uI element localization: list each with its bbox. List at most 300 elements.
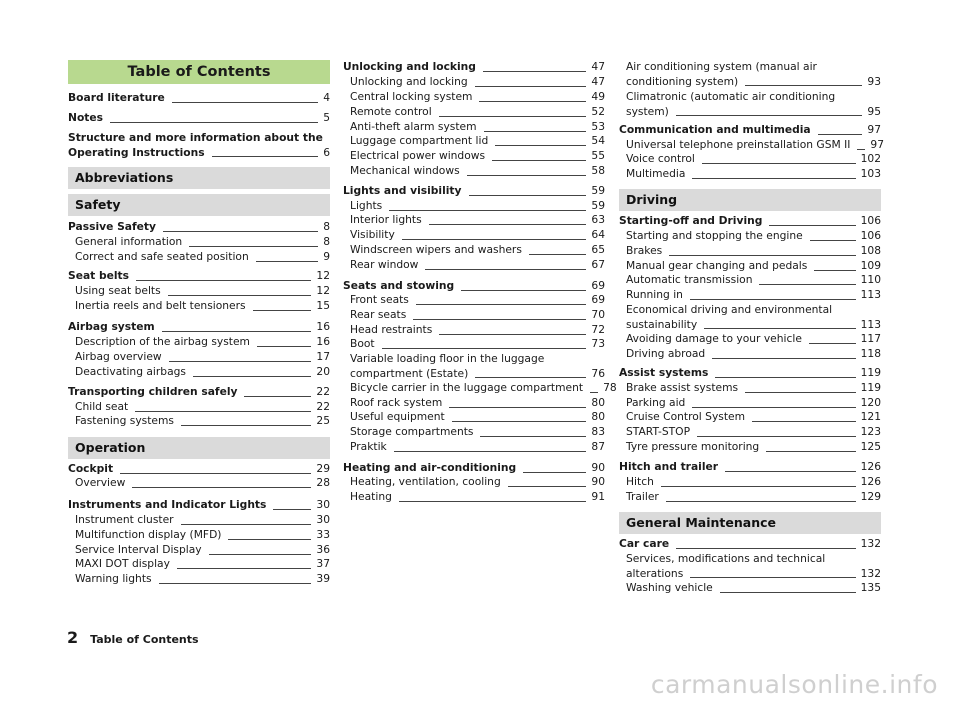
toc-entry-label: Inertia reels and belt tensioners: [75, 299, 246, 312]
toc-entry-label: system): [626, 104, 669, 118]
toc-page-number: 12: [316, 269, 330, 282]
toc-leader-line: [745, 85, 862, 86]
toc-page-number: 47: [591, 75, 605, 88]
toc-page-number: 65: [591, 243, 605, 256]
toc-page-number: 22: [316, 385, 330, 398]
toc-entry-label: Fastening systems: [75, 414, 174, 427]
toc-leader-line: [389, 210, 586, 211]
toc-subentry-washing-vehicle[interactable]: [619, 581, 881, 596]
toc-entry-communication-and-multimedia[interactable]: [619, 123, 881, 138]
toc-page-number: 87: [591, 440, 605, 453]
toc-page-number: 72: [591, 323, 605, 336]
toc-entry-label: compartment (Estate): [350, 366, 469, 380]
toc-subentry-tyre-pressure-monitoring[interactable]: [619, 440, 881, 455]
toc-leader-line: [818, 134, 863, 135]
toc-subentry-anti-theft-alarm-system[interactable]: [343, 120, 605, 135]
toc-entry-label: START-STOP: [626, 425, 691, 438]
toc-subentry-correct-and-safe-seated-position[interactable]: [68, 250, 330, 265]
toc-page-number: 119: [860, 366, 881, 379]
toc-entry-label: Front seats: [350, 293, 409, 306]
section-heading-operation: Operation: [68, 437, 330, 459]
toc-page-number: 29: [316, 462, 330, 475]
toc-leader-line: [244, 396, 311, 397]
toc-entry-label: Seats and stowing: [343, 279, 455, 292]
toc-page-number: 123: [860, 425, 881, 438]
toc-subentry-avoiding-damage-to-your-vehicle[interactable]: [619, 332, 881, 347]
toc-leader-line: [690, 577, 855, 578]
toc-leader-line: [168, 295, 312, 296]
toc-subentry-useful-equipment[interactable]: [343, 410, 605, 425]
toc-page-number: 30: [316, 498, 330, 511]
toc-subentry-driving-abroad[interactable]: [619, 347, 881, 362]
toc-leader-line: [416, 304, 587, 305]
toc-entry-label: Useful equipment: [350, 410, 445, 423]
toc-page-number: 54: [591, 134, 605, 147]
toc-subentry-brake-assist-systems[interactable]: [619, 381, 881, 396]
toc-page-number: 28: [316, 476, 330, 489]
toc-subentry-general-information[interactable]: [68, 235, 330, 250]
toc-subentry-using-seat-belts[interactable]: [68, 284, 330, 299]
toc-page-number: 113: [860, 317, 881, 331]
toc-page-number: 106: [860, 214, 881, 227]
toc-entry-label: Universal telephone preinstallation GSM II: [626, 138, 851, 151]
toc-leader-line: [704, 328, 855, 329]
footer-title: Table of Contents: [90, 633, 199, 646]
toc-entry-label: Visibility: [350, 228, 395, 241]
toc-page-number: 126: [860, 475, 881, 488]
toc-leader-line: [529, 254, 587, 255]
toc-page-number: 47: [591, 60, 605, 73]
toc-entry-label: Passive Safety: [68, 220, 156, 233]
toc-entry-instruments-and-indicator-lights[interactable]: [68, 498, 330, 513]
toc-page-number: 20: [316, 365, 330, 378]
toc-entry-label: Description of the airbag system: [75, 335, 250, 348]
toc-page-number: 113: [860, 288, 881, 301]
toc-page-number: 78: [603, 381, 617, 394]
toc-entry-label: Cruise Control System: [626, 410, 746, 423]
toc-entry-label: Heating: [350, 490, 392, 503]
toc-leader-line: [461, 290, 586, 291]
toc-entry-label: Structure and more information about the: [68, 131, 323, 144]
toc-subentry-running-in[interactable]: [619, 288, 881, 303]
toc-subentry-central-locking-system[interactable]: [343, 90, 605, 105]
toc-page-number: 110: [860, 273, 881, 286]
toc-entry-notes[interactable]: [68, 111, 330, 126]
toc-entry-label: Service Interval Display: [75, 543, 202, 556]
toc-page-number: 52: [591, 105, 605, 118]
toc-leader-line: [669, 255, 855, 256]
toc-entry-label: Economical driving and environmental: [626, 303, 833, 316]
toc-subentry-rear-window[interactable]: [343, 258, 605, 273]
toc-leader-line: [253, 310, 312, 311]
toc-leader-line: [690, 299, 856, 300]
toc-page-number: 8: [323, 220, 330, 233]
toc-subentry-service-interval-display[interactable]: [68, 543, 330, 558]
toc-leader-line: [666, 501, 856, 502]
toc-leader-line: [479, 101, 586, 102]
toc-entry-label: Avoiding damage to your vehicle: [626, 332, 802, 345]
toc-leader-line: [712, 358, 855, 359]
toc-leader-line: [439, 334, 586, 335]
toc-entry-label: Variable loading floor in the luggage: [350, 352, 545, 365]
toc-page-number: 55: [591, 149, 605, 162]
toc-entry-label: Electrical power windows: [350, 149, 486, 162]
toc-entry-label: Instruments and Indicator Lights: [68, 498, 267, 511]
toc-subentry-overview[interactable]: [68, 476, 330, 491]
toc-subentry-air-conditioning-system-manual-air-conditioning-system[interactable]: [619, 60, 881, 89]
toc-entry-label: Unlocking and locking: [350, 75, 468, 88]
toc-page-number: 119: [860, 381, 881, 394]
toc-subentry-child-seat[interactable]: [68, 400, 330, 415]
toc-page-number: 76: [591, 366, 605, 380]
toc-entry-label: Transporting children safely: [68, 385, 238, 398]
toc-page-number: 117: [860, 332, 881, 345]
toc-leader-line: [697, 436, 856, 437]
toc-subentry-instrument-cluster[interactable]: [68, 513, 330, 528]
toc-subentry-hitch[interactable]: [619, 475, 881, 490]
toc-subentry-description-of-the-airbag-system[interactable]: [68, 335, 330, 350]
toc-leader-line: [449, 407, 586, 408]
toc-entry-label: Brake assist systems: [626, 381, 739, 394]
toc-subentry-warning-lights[interactable]: [68, 572, 330, 587]
toc-page-number: 83: [591, 425, 605, 438]
toc-leader-line: [661, 486, 856, 487]
toc-subentry-manual-gear-changing-and-pedals[interactable]: [619, 259, 881, 274]
toc-page-number: 37: [316, 557, 330, 570]
toc-leader-line: [483, 71, 586, 72]
toc-entry-label: Manual gear changing and pedals: [626, 259, 808, 272]
section-heading-table-of-contents: Table of Contents: [68, 60, 330, 84]
toc-leader-line: [394, 451, 587, 452]
toc-page-number: 132: [860, 566, 881, 580]
toc-entry-label: Voice control: [626, 152, 695, 165]
toc-page-number: 73: [591, 337, 605, 350]
toc-leader-line: [720, 592, 856, 593]
toc-subentry-interior-lights[interactable]: [343, 213, 605, 228]
toc-subentry-visibility[interactable]: [343, 228, 605, 243]
section-heading-abbreviations: Abbreviations: [68, 167, 330, 189]
toc-leader-line: [193, 376, 311, 377]
toc-leader-line: [492, 160, 586, 161]
toc-page-number: 93: [867, 74, 881, 88]
toc-leader-line: [209, 554, 312, 555]
toc-entry-structure-and-more-information-about-the-operating-instructions[interactable]: [68, 131, 330, 160]
toc-entry-passive-safety[interactable]: [68, 220, 330, 235]
toc-page-number: 33: [316, 528, 330, 541]
toc-entry-label: conditioning system): [626, 74, 739, 88]
toc-entry-cockpit[interactable]: [68, 462, 330, 477]
toc-page-number: 16: [316, 320, 330, 333]
toc-page-number: 120: [860, 396, 881, 409]
toc-entry-label: Interior lights: [350, 213, 422, 226]
toc-entry-label: Operating Instructions: [68, 145, 205, 159]
toc-leader-line: [189, 246, 318, 247]
toc-page-number: 91: [591, 490, 605, 503]
toc-subentry-storage-compartments[interactable]: [343, 425, 605, 440]
toc-leader-line: [814, 270, 855, 271]
toc-page-number: 4: [323, 91, 330, 104]
toc-subentry-multifunction-display-mfd[interactable]: [68, 528, 330, 543]
toc-entry-label: Communication and multimedia: [619, 123, 811, 136]
toc-leader-line: [273, 509, 311, 510]
toc-leader-line: [769, 225, 855, 226]
toc-entry-label: Board literature: [68, 91, 165, 104]
toc-leader-line: [177, 568, 311, 569]
toc-entry-label: Lights: [350, 199, 383, 212]
toc-subentry-brakes[interactable]: [619, 244, 881, 259]
toc-entry-label: Starting and stopping the engine: [626, 229, 803, 242]
toc-leader-line: [256, 261, 318, 262]
toc-page-number: 36: [316, 543, 330, 556]
toc-page-number: 97: [870, 138, 885, 151]
toc-entry-seats-and-stowing[interactable]: [343, 279, 605, 294]
toc-leader-line: [725, 471, 856, 472]
toc-entry-hitch-and-trailer[interactable]: [619, 460, 881, 475]
toc-entry-car-care[interactable]: [619, 537, 881, 552]
toc-subentry-front-seats[interactable]: [343, 293, 605, 308]
toc-subentry-roof-rack-system[interactable]: [343, 396, 605, 411]
toc-page-number: 8: [323, 235, 330, 248]
toc-subentry-bicycle-carrier-in-the-luggage-compartment[interactable]: [343, 381, 617, 396]
toc-entry-label: Brakes: [626, 244, 663, 257]
toc-page-number: 132: [860, 537, 881, 550]
toc-leader-line: [429, 224, 587, 225]
toc-page-number: 102: [860, 152, 881, 165]
toc-leader-line: [590, 392, 598, 393]
toc-page-number: 90: [591, 475, 605, 488]
toc-entry-label: Child seat: [75, 400, 129, 413]
toc-page-number: 64: [591, 228, 605, 241]
toc-page-number: 80: [591, 396, 605, 409]
toc-entry-label: Multifunction display (MFD): [75, 528, 222, 541]
toc-leader-line: [702, 163, 856, 164]
toc-leader-line: [676, 115, 863, 116]
toc-entry-label: Airbag overview: [75, 350, 162, 363]
toc-leader-line: [745, 392, 856, 393]
toc-subentry-variable-loading-floor-in-the-luggage-compartment-estate[interactable]: [343, 352, 605, 381]
toc-subentry-economical-driving-and-environmental-sustainability[interactable]: [619, 303, 881, 332]
toc-leader-line: [475, 377, 586, 378]
toc-subentry-start-stop[interactable]: [619, 425, 881, 440]
toc-entry-label: MAXI DOT display: [75, 557, 170, 570]
toc-entry-label: Notes: [68, 111, 104, 124]
toc-subentry-services-modifications-and-technical-alterations[interactable]: [619, 552, 881, 581]
toc-page-number: 16: [316, 335, 330, 348]
toc-entry-airbag-system[interactable]: [68, 320, 330, 335]
toc-page-number: 126: [860, 460, 881, 473]
toc-subentry-mechanical-windows[interactable]: [343, 164, 605, 179]
toc-page-number: 22: [316, 400, 330, 413]
toc-leader-line: [469, 195, 587, 196]
toc-entry-label: Washing vehicle: [626, 581, 713, 594]
toc-page-number: 49: [591, 90, 605, 103]
toc-page-number: 103: [860, 167, 881, 180]
toc-subentry-remote-control[interactable]: [343, 105, 605, 120]
toc-page-number: 135: [860, 581, 881, 594]
toc-subentry-parking-aid[interactable]: [619, 396, 881, 411]
toc-entry-label: Luggage compartment lid: [350, 134, 489, 147]
toc-subentry-climatronic-automatic-air-conditioning-system[interactable]: [619, 90, 881, 119]
section-heading-general-maintenance: General Maintenance: [619, 512, 881, 534]
toc-entry-label: Driving abroad: [626, 347, 706, 360]
toc-page-number: 63: [591, 213, 605, 226]
toc-page-number: 59: [591, 184, 605, 197]
toc-entry-label: Car care: [619, 537, 670, 550]
toc-leader-line: [402, 239, 587, 240]
toc-subentry-voice-control[interactable]: [619, 152, 881, 167]
toc-leader-line: [159, 583, 312, 584]
toc-subentry-trailer[interactable]: [619, 490, 881, 505]
toc-leader-line: [752, 421, 856, 422]
toc-page-number: 12: [316, 284, 330, 297]
toc-page-number: 118: [860, 347, 881, 360]
toc-entry-label: Tyre pressure monitoring: [626, 440, 760, 453]
toc-leader-line: [759, 284, 855, 285]
toc-leader-line: [181, 425, 311, 426]
toc-leader-line: [382, 348, 587, 349]
toc-subentry-unlocking-and-locking[interactable]: [343, 75, 605, 90]
toc-entry-starting-off-and-driving[interactable]: [619, 214, 881, 229]
toc-entry-label: Bicycle carrier in the luggage compartment: [350, 381, 584, 394]
toc-page-number: 109: [860, 259, 881, 272]
toc-page-number: 30: [316, 513, 330, 526]
toc-subentry-starting-and-stopping-the-engine[interactable]: [619, 229, 881, 244]
toc-entry-label: Central locking system: [350, 90, 473, 103]
toc-leader-line: [181, 524, 312, 525]
toc-entry-label: Air conditioning system (manual air: [626, 60, 817, 73]
toc-entry-label: Cockpit: [68, 462, 114, 475]
toc-entry-label: Instrument cluster: [75, 513, 174, 526]
toc-page-number: 9: [323, 250, 330, 263]
toc-page-number: 80: [591, 410, 605, 423]
toc-entry-assist-systems[interactable]: [619, 366, 881, 381]
toc-entry-label: Rear window: [350, 258, 419, 271]
watermark: carmanualsonline.info: [650, 670, 938, 699]
toc-entry-label: Correct and safe seated position: [75, 250, 249, 263]
toc-subentry-deactivating-airbags[interactable]: [68, 365, 330, 380]
toc-leader-line: [484, 131, 587, 132]
page-number: 2: [67, 628, 79, 647]
page-footer: [67, 628, 199, 647]
toc-leader-line: [172, 102, 318, 103]
toc-entry-label: Seat belts: [68, 269, 130, 282]
toc-leader-line: [228, 539, 311, 540]
toc-page-number: 106: [860, 229, 881, 242]
toc-entry-label: sustainability: [626, 317, 698, 331]
toc-entry-label: Overview: [75, 476, 126, 489]
toc-page-number: 6: [323, 145, 330, 159]
toc-page-number: 129: [860, 490, 881, 503]
toc-leader-line: [692, 178, 855, 179]
toc-subentry-lights[interactable]: [343, 199, 605, 214]
toc-page-number: 39: [316, 572, 330, 585]
toc-leader-line: [132, 487, 311, 488]
toc-subentry-boot[interactable]: [343, 337, 605, 352]
toc-subentry-multimedia[interactable]: [619, 167, 881, 182]
toc-subentry-windscreen-wipers-and-washers[interactable]: [343, 243, 605, 258]
toc-leader-line: [810, 240, 856, 241]
toc-entry-label: Using seat belts: [75, 284, 161, 297]
toc-page-number: 69: [591, 279, 605, 292]
toc-page-number: 59: [591, 199, 605, 212]
toc-entry-seat-belts[interactable]: [68, 269, 330, 284]
toc-entry-label: Windscreen wipers and washers: [350, 243, 522, 256]
toc-page-number: 70: [591, 308, 605, 321]
toc-leader-line: [809, 343, 856, 344]
toc-subentry-universal-telephone-preinstallation-gsm-ii[interactable]: [619, 138, 885, 153]
section-heading-driving: Driving: [619, 189, 881, 211]
toc-leader-line: [452, 421, 587, 422]
toc-subentry-fastening-systems[interactable]: [68, 414, 330, 429]
toc-leader-line: [120, 473, 311, 474]
toc-entry-label: Deactivating airbags: [75, 365, 186, 378]
toc-entry-label: Heating and air-conditioning: [343, 461, 517, 474]
toc-entry-label: Multimedia: [626, 167, 686, 180]
toc-leader-line: [169, 361, 312, 362]
toc-entry-label: Starting-off and Driving: [619, 214, 763, 227]
toc-entry-label: Praktik: [350, 440, 387, 453]
toc-subentry-automatic-transmission[interactable]: [619, 273, 881, 288]
toc-page-number: 58: [591, 164, 605, 177]
toc-subentry-luggage-compartment-lid[interactable]: [343, 134, 605, 149]
toc-entry-unlocking-and-locking[interactable]: [343, 60, 605, 75]
toc-leader-line: [425, 269, 586, 270]
toc-entry-label: Roof rack system: [350, 396, 443, 409]
toc-leader-line: [523, 472, 586, 473]
toc-page-number: 95: [867, 104, 881, 118]
toc-subentry-electrical-power-windows[interactable]: [343, 149, 605, 164]
toc-leader-line: [495, 145, 586, 146]
toc-subentry-heating[interactable]: [343, 490, 605, 505]
toc-subentry-heating-ventilation-cooling[interactable]: [343, 475, 605, 490]
toc-subentry-head-restraints[interactable]: [343, 323, 605, 338]
toc-leader-line: [136, 280, 311, 281]
toc-page-number: 90: [591, 461, 605, 474]
toc-entry-label: General information: [75, 235, 183, 248]
toc-entry-transporting-children-safely[interactable]: [68, 385, 330, 400]
toc-leader-line: [766, 451, 855, 452]
toc-entry-label: Airbag system: [68, 320, 155, 333]
toc-page-number: 53: [591, 120, 605, 133]
toc-entry-heating-and-air-conditioning[interactable]: [343, 461, 605, 476]
toc-subentry-airbag-overview[interactable]: [68, 350, 330, 365]
toc-entry-label: Climatronic (automatic air conditioning: [626, 90, 836, 103]
toc-entry-label: Hitch: [626, 475, 654, 488]
toc-entry-label: Head restraints: [350, 323, 433, 336]
toc-entry-label: Remote control: [350, 105, 432, 118]
toc-entry-board-literature[interactable]: [68, 91, 330, 106]
toc-subentry-cruise-control-system[interactable]: [619, 410, 881, 425]
toc-page-number: 97: [867, 123, 881, 136]
toc-subentry-maxi-dot-display[interactable]: [68, 557, 330, 572]
toc-entry-lights-and-visibility[interactable]: [343, 184, 605, 199]
toc-subentry-inertia-reels-and-belt-tensioners[interactable]: [68, 299, 330, 314]
toc-leader-line: [715, 377, 855, 378]
toc-entry-label: Trailer: [626, 490, 659, 503]
toc-leader-line: [413, 319, 586, 320]
toc-page-number: 108: [860, 244, 881, 257]
toc-entry-label: Boot: [350, 337, 375, 350]
toc-subentry-praktik[interactable]: [343, 440, 605, 455]
toc-page-number: 125: [860, 440, 881, 453]
toc-leader-line: [257, 346, 311, 347]
toc-entry-label: Running in: [626, 288, 683, 301]
toc-leader-line: [480, 436, 586, 437]
toc-leader-line: [162, 331, 312, 332]
section-heading-safety: Safety: [68, 194, 330, 216]
toc-leader-line: [475, 86, 587, 87]
toc-subentry-rear-seats[interactable]: [343, 308, 605, 323]
